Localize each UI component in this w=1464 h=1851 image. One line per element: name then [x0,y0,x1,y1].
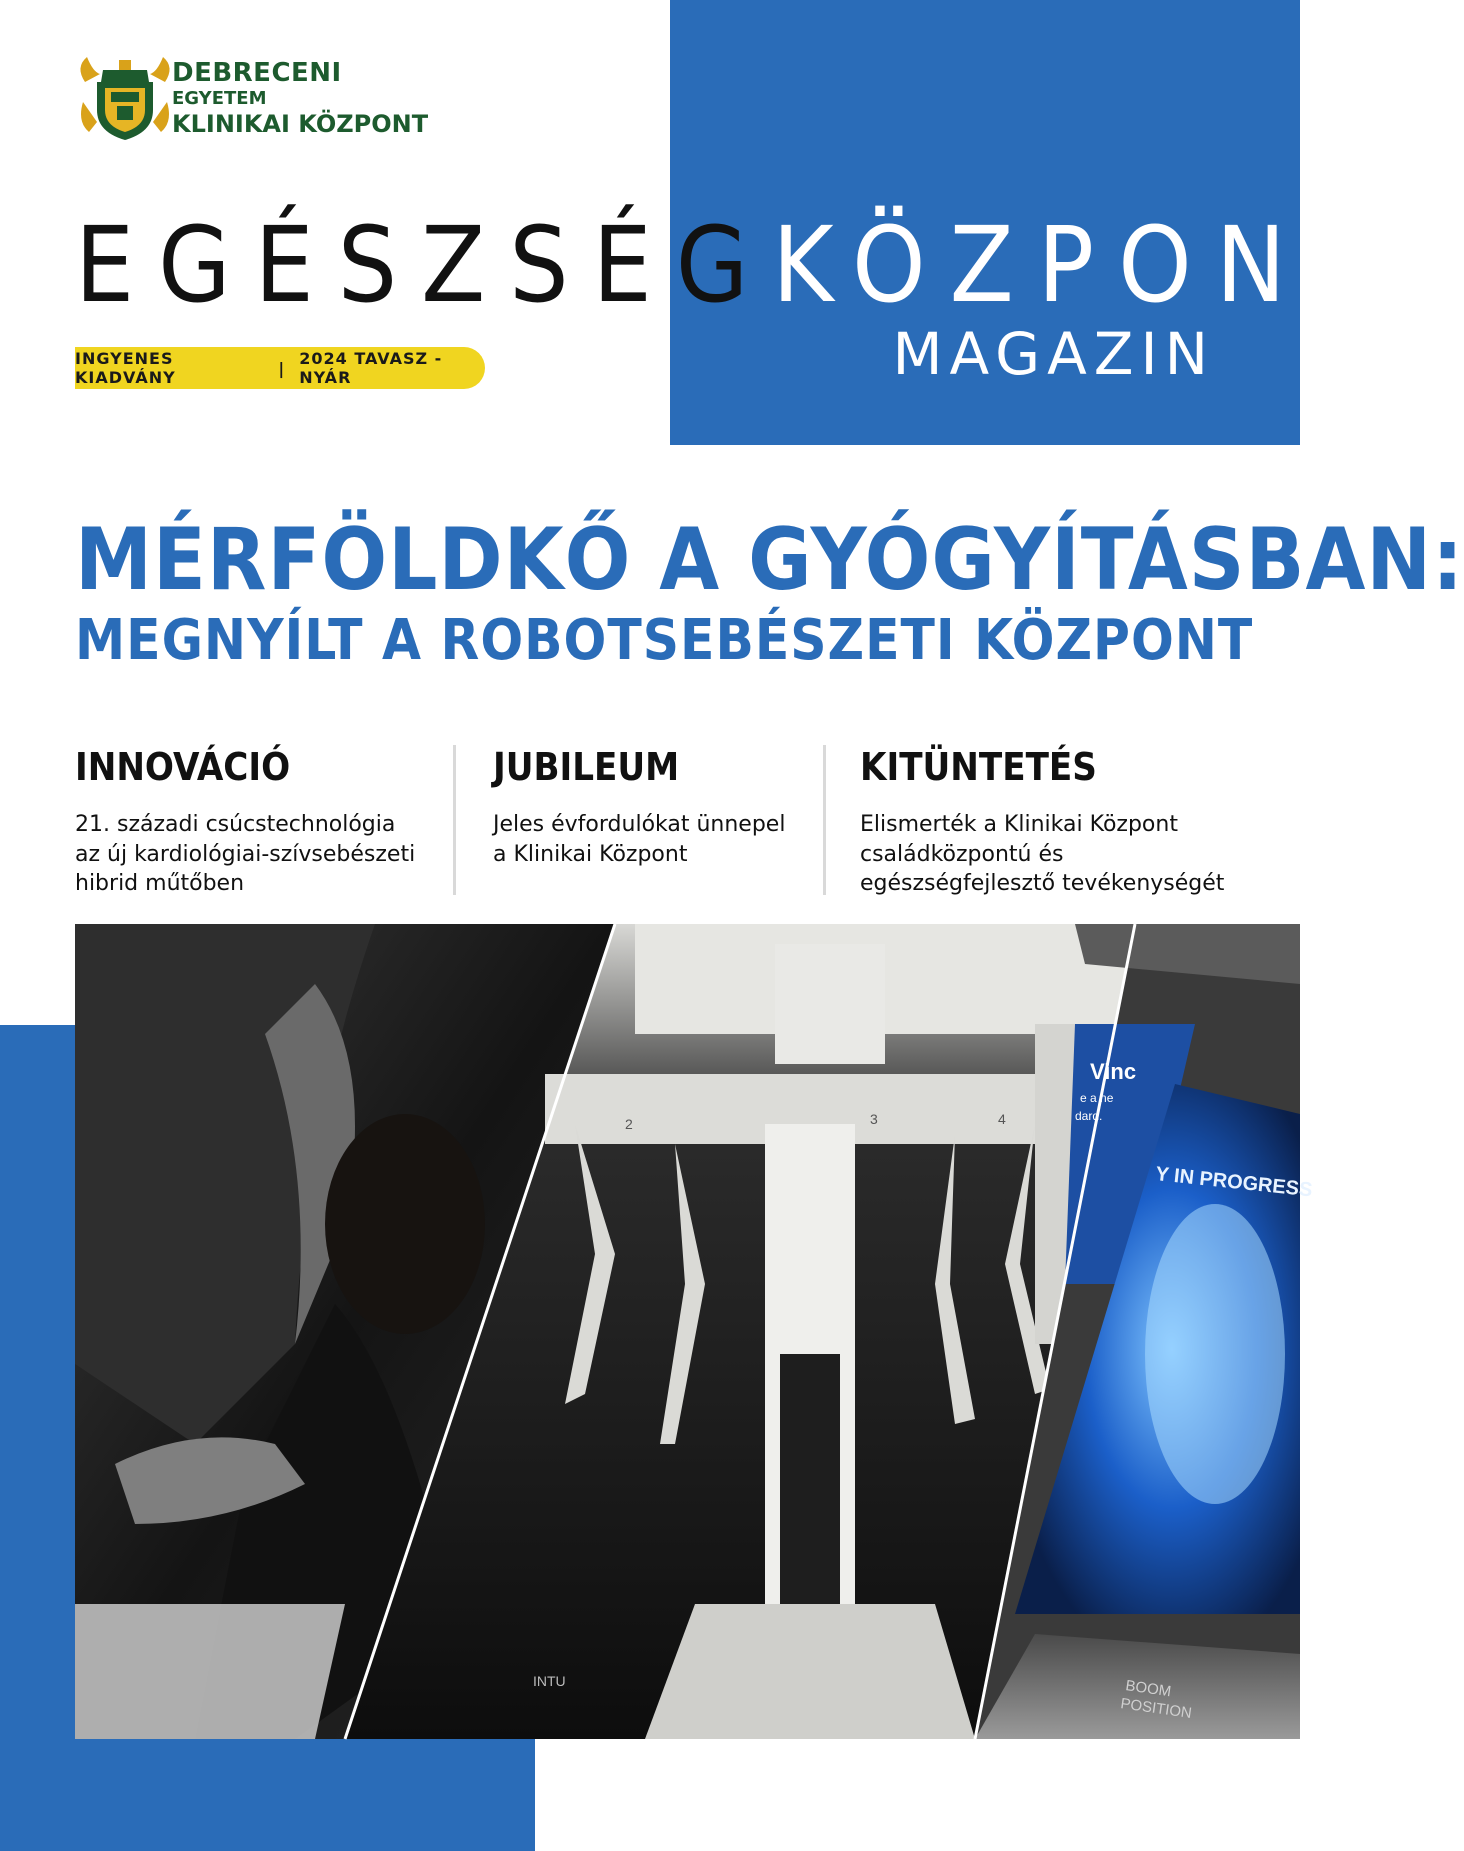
teaser-jubileum[interactable] [493,745,786,869]
badge-issue-date: 2024 TAVASZ - NYÁR [299,349,443,387]
teaser-text-line: családközpontú és [860,841,1064,867]
logo-line-1: DEBRECENI [172,58,342,88]
masthead-title-part2: KÖZPONT [772,204,1391,326]
headline-line-2: MEGNYÍLT A ROBOTSEBÉSZETI KÖZPONT [75,608,1254,673]
masthead-title-part1: EGÉSZSÉG [75,204,773,326]
teaser-divider [823,745,826,895]
teaser-text-line: 21. századi csúcstechnológia [75,812,396,837]
teaser-text [493,810,785,869]
crest-icon [75,52,175,142]
arm-number: 4 [998,1111,1006,1127]
teaser-divider [453,745,456,895]
badge-separator: | [278,358,286,378]
teaser-title: INNOVÁCIÓ [75,745,291,789]
teaser-text-line: a Klinikai Központ [493,841,688,867]
brand-fragment: Vinc [1090,1059,1137,1084]
arm-number: 2 [625,1116,633,1132]
teaser-kituntetes[interactable] [860,745,1225,899]
cover-headline [75,510,1464,673]
teaser-title: JUBILEUM [493,745,680,789]
masthead-subtitle: MAGAZIN [892,320,1215,388]
teaser-text-line: Jeles évfordulókat ünnepel [493,812,786,837]
robot-base-text: INTU [533,1673,566,1689]
teaser-innovacio[interactable] [75,745,416,899]
teaser-text-line: egészségfejlesztő tevékenységét [860,871,1225,897]
arm-number: 3 [870,1111,878,1127]
cover-photo-collage [75,924,1314,1739]
teaser-title: KITÜNTETÉS [860,745,1097,789]
headline-line-1: MÉRFÖLDKŐ A GYÓGYÍTÁSBAN: [75,510,1464,610]
logo-wordmark [172,60,428,136]
teaser-text [75,810,415,899]
boom-label: POSITION [1119,1695,1193,1722]
robotic-surgery-photo [75,924,1314,1739]
monitor-small-text: e a ne [1080,1091,1114,1105]
issue-badge [75,347,485,389]
boom-label: BOOM [1124,1677,1173,1701]
teaser-text-line: hibrid műtőben [75,871,245,897]
masthead-title [75,195,1391,335]
teaser-text-line: Elismerték a Klinikai Központ [860,812,1178,837]
badge-free-label: INGYENES KIADVÁNY [75,349,176,387]
monitor-small-text: dard. [1075,1109,1103,1123]
teaser-text [860,810,1224,899]
logo-line-3: KLINIKAI KÖZPONT [172,110,429,138]
teaser-text-line: az új kardiológiai-szívsebészeti [75,841,416,867]
screen-progress-text: Y IN PROGRESS [1154,1163,1314,1202]
logo-line-2: EGYETEM [172,88,267,109]
